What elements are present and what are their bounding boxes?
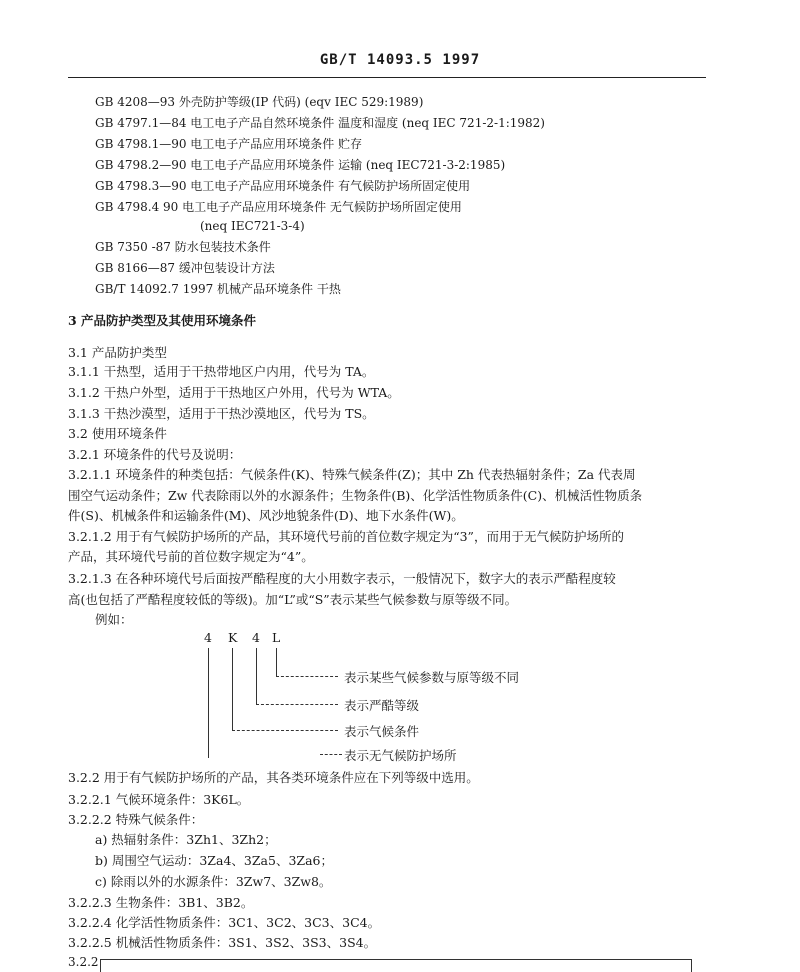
page-header: GB/T 14093.5 1997 [319,52,481,68]
leader-line [208,648,209,758]
reference-item: GB 4798.4 90 电工电子产品应用环境条件 无气候防护场所固定使用 [95,200,462,214]
leader-dash [276,676,338,677]
clause-3-2-2-3: 3.2.2.3 生物条件：3B1、3B2。 [68,895,254,910]
clause-3-2-1: 3.2.1 环境条件的代号及说明： [68,447,242,462]
reference-item: GB 8166—87 缓冲包装设计方法 [95,261,275,275]
diagram-label-no-protection: 表示无气候防护场所 [344,748,457,763]
reference-item: GB/T 14092.7 1997 机械产品环境条件 干热 [95,282,341,296]
clause-3-2-1-3-cont: 高(也包括了严酷程度较低的等级)。加“L”或“S”表示某些气候参数与原等级不同。 [68,592,518,607]
leader-dash [320,754,342,755]
clause-3-2-2: 3.2.2 用于有气候防护场所的产品，其各类环境条件应在下列等级中选用。 [68,770,479,785]
header-rule [68,77,706,78]
clause-3-2-1-1: 3.2.1.1 环境条件的种类包括：气候条件(K)、特殊气候条件(Z)；其中 Zh 代表热辐射条件；Za 代表周 [68,467,636,482]
list-item-c: c) 除雨以外的水源条件：3Zw7、3Zw8。 [95,874,332,889]
clause-3-1: 3.1 产品防护类型 [68,345,167,360]
diagram-char-l: L [272,630,281,645]
leader-line [256,648,257,704]
diagram-label-l: 表示某些气候参数与原等级不同 [344,670,520,685]
code-diagram [200,630,560,765]
clause-3-2-1-1-cont: 件(S)、机械条件和运输条件(M)、风沙地貌条件(D)、地下水条件(W)。 [68,508,464,523]
leader-dash [256,704,338,705]
list-item-a: a) 热辐射条件：3Zh1、3Zh2； [95,832,277,847]
clause-3-2-2-2: 3.2.2.2 特殊气候条件： [68,812,204,827]
reference-item: GB 7350 -87 防水包装技术条件 [95,240,271,254]
reference-item-continuation: (neq IEC721-3-4) [200,219,305,233]
clause-3-2-1-3: 3.2.1.3 在各种环境代号后面按严酷程度的大小用数字表示，一般情况下，数字大的表示严酷程度较 [68,571,616,586]
diagram-char-4-level: 4 [252,630,260,645]
section-3-title: 3 产品防护类型及其使用环境条件 [68,313,257,328]
diagram-label-climate: 表示气候条件 [344,724,420,739]
reference-item: GB 4208—93 外壳防护等级(IP 代码) (eqv IEC 529:1989) [95,95,424,109]
leader-line [276,648,277,676]
reference-item: GB 4798.3—90 电工电子产品应用环境条件 有气候防护场所固定使用 [95,179,471,193]
reference-item: GB 4798.2—90 电工电子产品应用环境条件 运输 (neq IEC721-3-2:1985) [95,158,506,172]
clause-3-1-3: 3.1.3 干热沙漠型，适用于干热沙漠地区，代号为 TS。 [68,406,375,421]
leader-dash [232,730,338,731]
reference-item: GB 4797.1—84 电工电子产品自然环境条件 温度和湿度 (neq IEC 721-2-1:1982) [95,116,545,130]
clause-3-2-1-2: 3.2.1.2 用于有气候防护场所的产品，其环境代号前的首位数字规定为“3”，而用于无气候防护场所的 [68,529,624,544]
clause-3-2: 3.2 使用环境条件 [68,426,167,441]
diagram-label-severity: 表示严酷等级 [344,698,420,713]
list-item-b: b) 周围空气运动：3Za4、3Za5、3Za6； [95,853,333,868]
reference-item: GB 4798.1—90 电工电子产品应用环境条件 贮存 [95,137,363,151]
clause-3-2-1-1-cont: 围空气运动条件；Zw 代表除雨以外的水源条件；生物条件(B)、化学活性物质条件(C)、机械活性物质条 [68,488,643,503]
diagram-char-4: 4 [204,630,212,645]
clause-partial: 3.2.2 [68,955,99,969]
clause-3-1-1: 3.1.1 干热型，适用于干热带地区户内用，代号为 TA。 [68,364,375,379]
clause-3-2-2-1: 3.2.2.1 气候环境条件：3K6L。 [68,792,250,807]
clause-3-1-2: 3.1.2 干热户外型，适用于干热地区户外用，代号为 WTA。 [68,385,400,400]
clause-3-2-2-5: 3.2.2.5 机械活性物质条件：3S1、3S2、3S3、3S4。 [68,935,377,950]
example-label: 例如： [95,612,133,627]
clause-3-2-1-2-cont: 产品，其环境代号前的首位数字规定为“4”。 [68,549,314,564]
diagram-char-k: K [228,630,238,645]
leader-line [232,648,233,730]
clause-3-2-2-4: 3.2.2.4 化学活性物质条件：3C1、3C2、3C3、3C4。 [68,915,381,930]
